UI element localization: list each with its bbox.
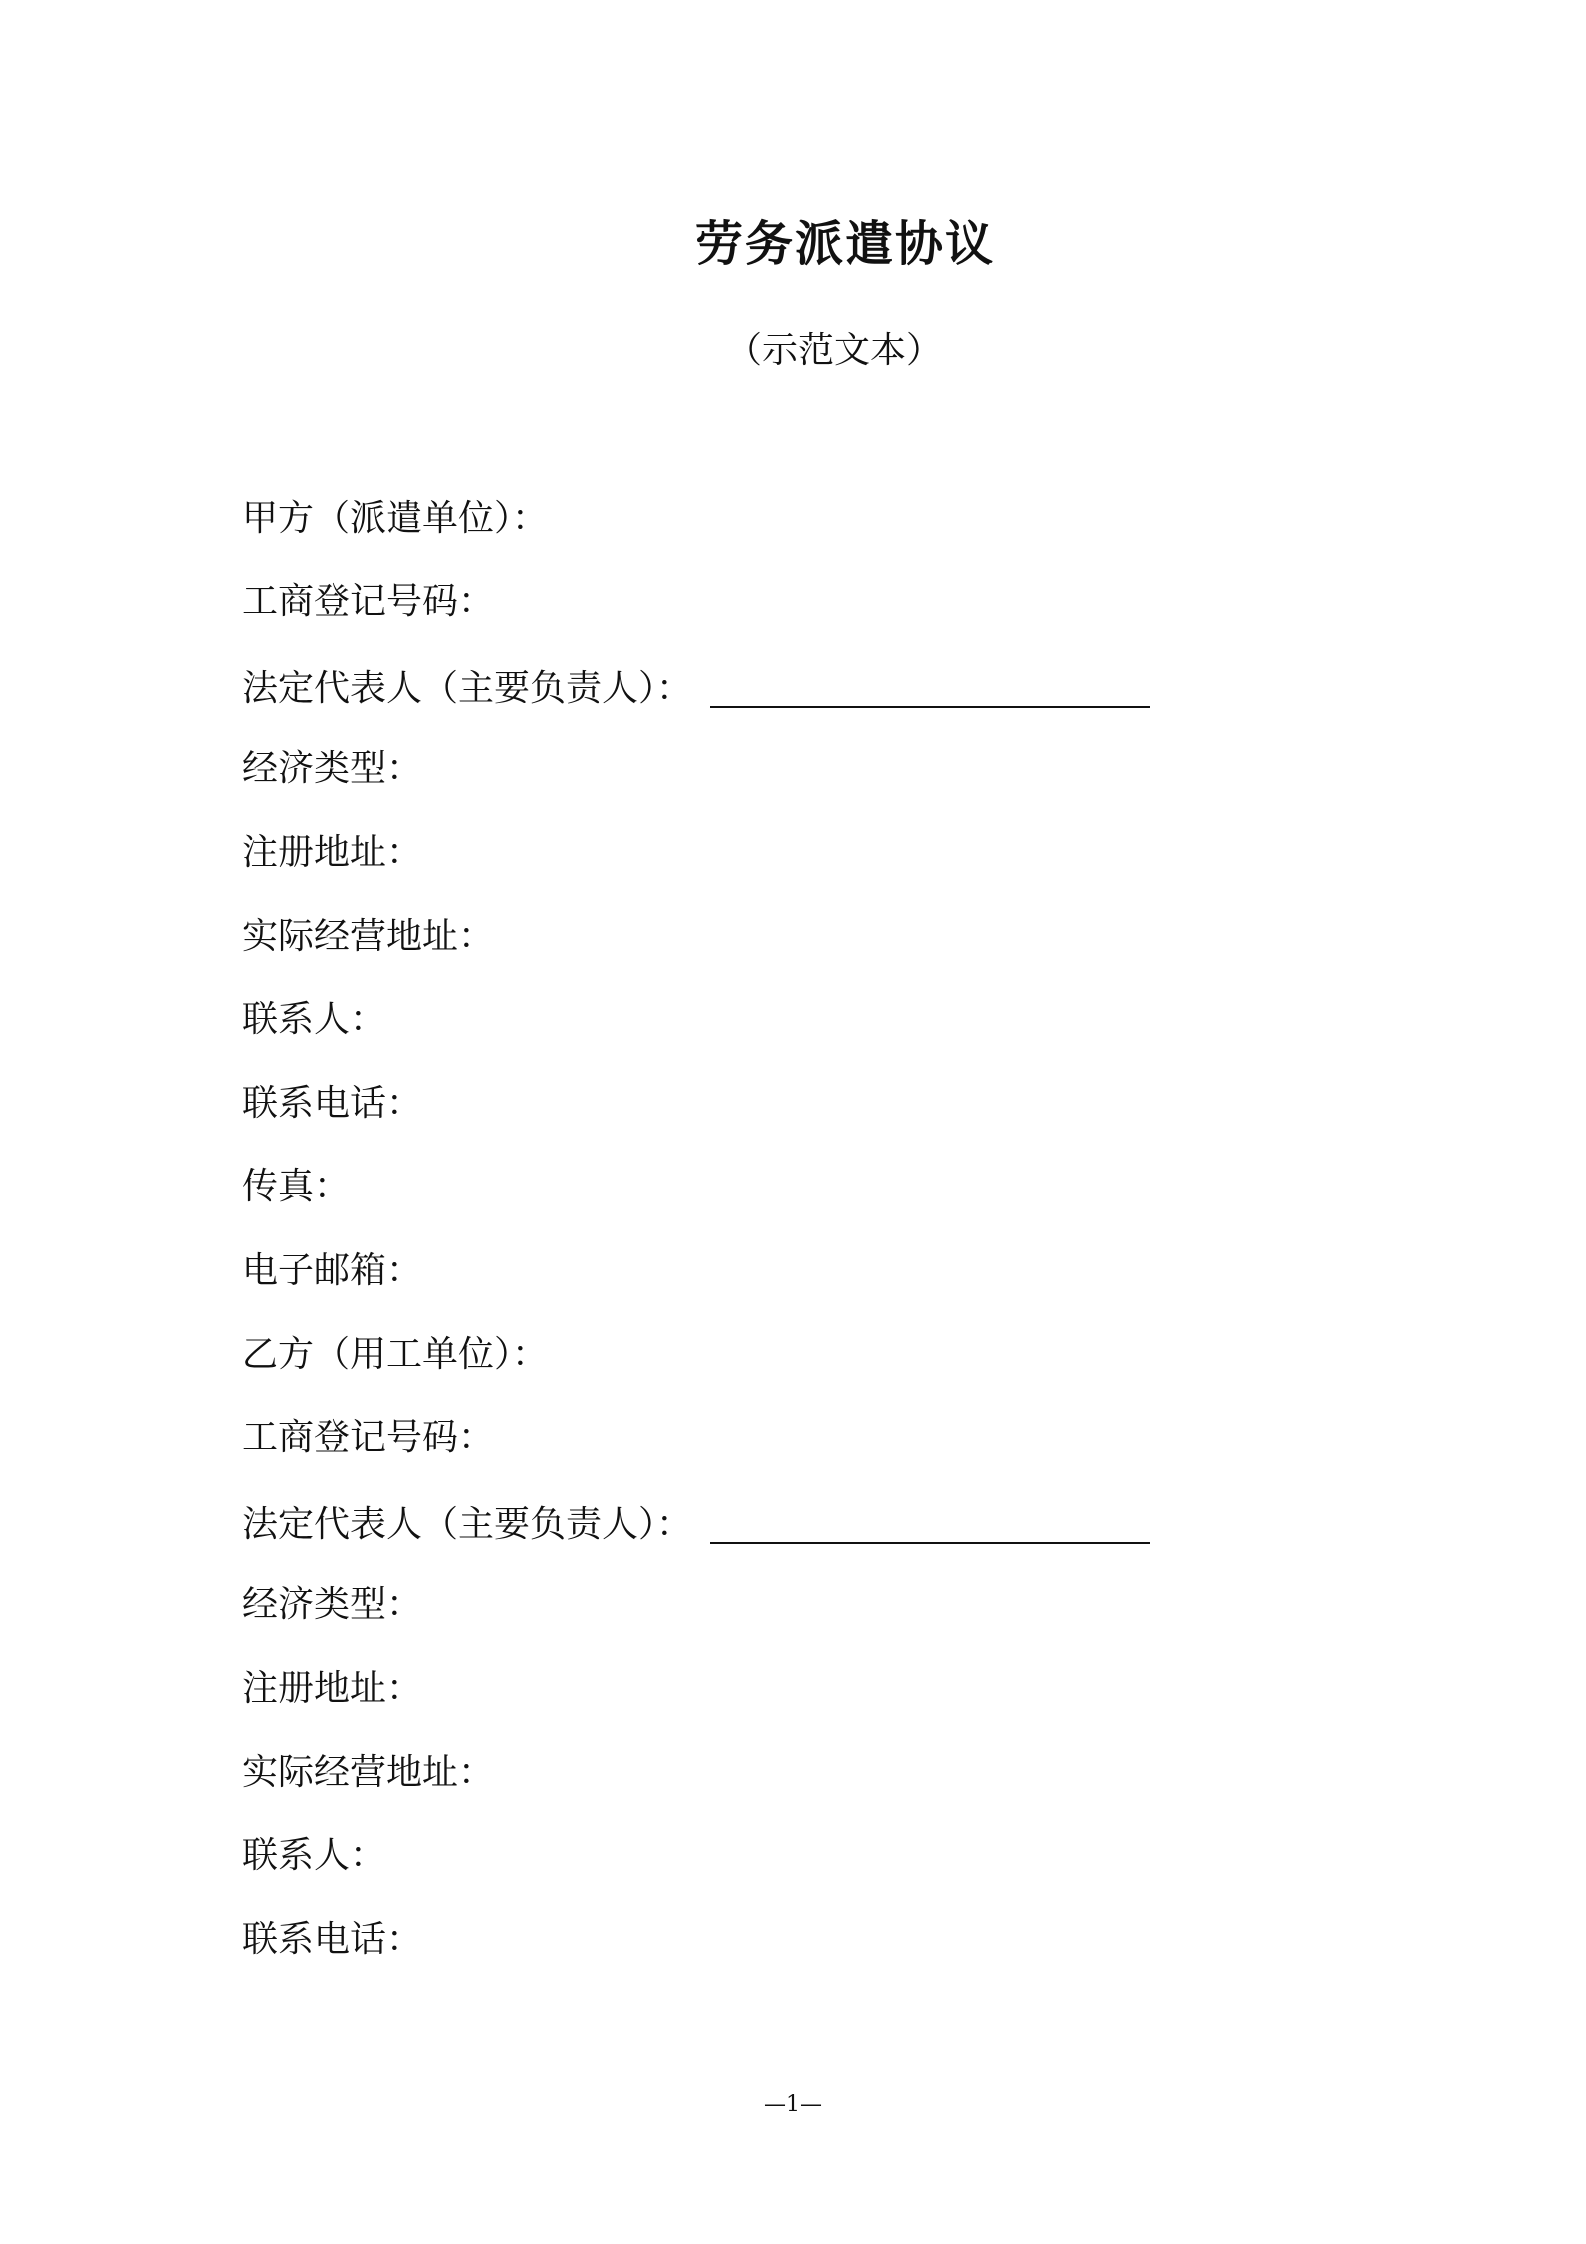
party-a-fax: 传真： (242, 1166, 351, 1207)
signature-blank-line (710, 1542, 1150, 1544)
party-a-economic-type: 经济类型： (242, 748, 423, 789)
party-a-business-address: 实际经营地址： (242, 916, 495, 957)
party-a-phone: 联系电话： (242, 1083, 423, 1124)
document-subtitle: （示范文本） (725, 330, 942, 371)
party-a-contact: 联系人： (242, 999, 387, 1040)
party-a-registered-address: 注册地址： (242, 832, 423, 873)
page-number: —1— (764, 2092, 822, 2117)
party-b-business-address: 实际经营地址： (242, 1752, 495, 1793)
document-title: 劳务派遣协议 (694, 216, 995, 272)
party-a-email: 电子邮箱： (242, 1250, 423, 1291)
party-b-reg-number: 工商登记号码： (242, 1417, 495, 1458)
party-a-heading: 甲方（派遣单位）： (242, 498, 549, 539)
signature-blank-line (710, 706, 1150, 708)
party-b-legal-rep: 法定代表人（主要负责人）： (242, 1501, 1150, 1549)
party-b-economic-type: 经济类型： (242, 1584, 423, 1625)
party-b-registered-address: 注册地址： (242, 1668, 423, 1709)
party-a-legal-rep: 法定代表人（主要负责人）： (242, 665, 1150, 713)
party-b-phone: 联系电话： (242, 1919, 423, 1960)
party-b-contact: 联系人： (242, 1835, 387, 1876)
party-b-heading: 乙方（用工单位）： (242, 1334, 549, 1375)
party-a-reg-number: 工商登记号码： (242, 581, 495, 622)
